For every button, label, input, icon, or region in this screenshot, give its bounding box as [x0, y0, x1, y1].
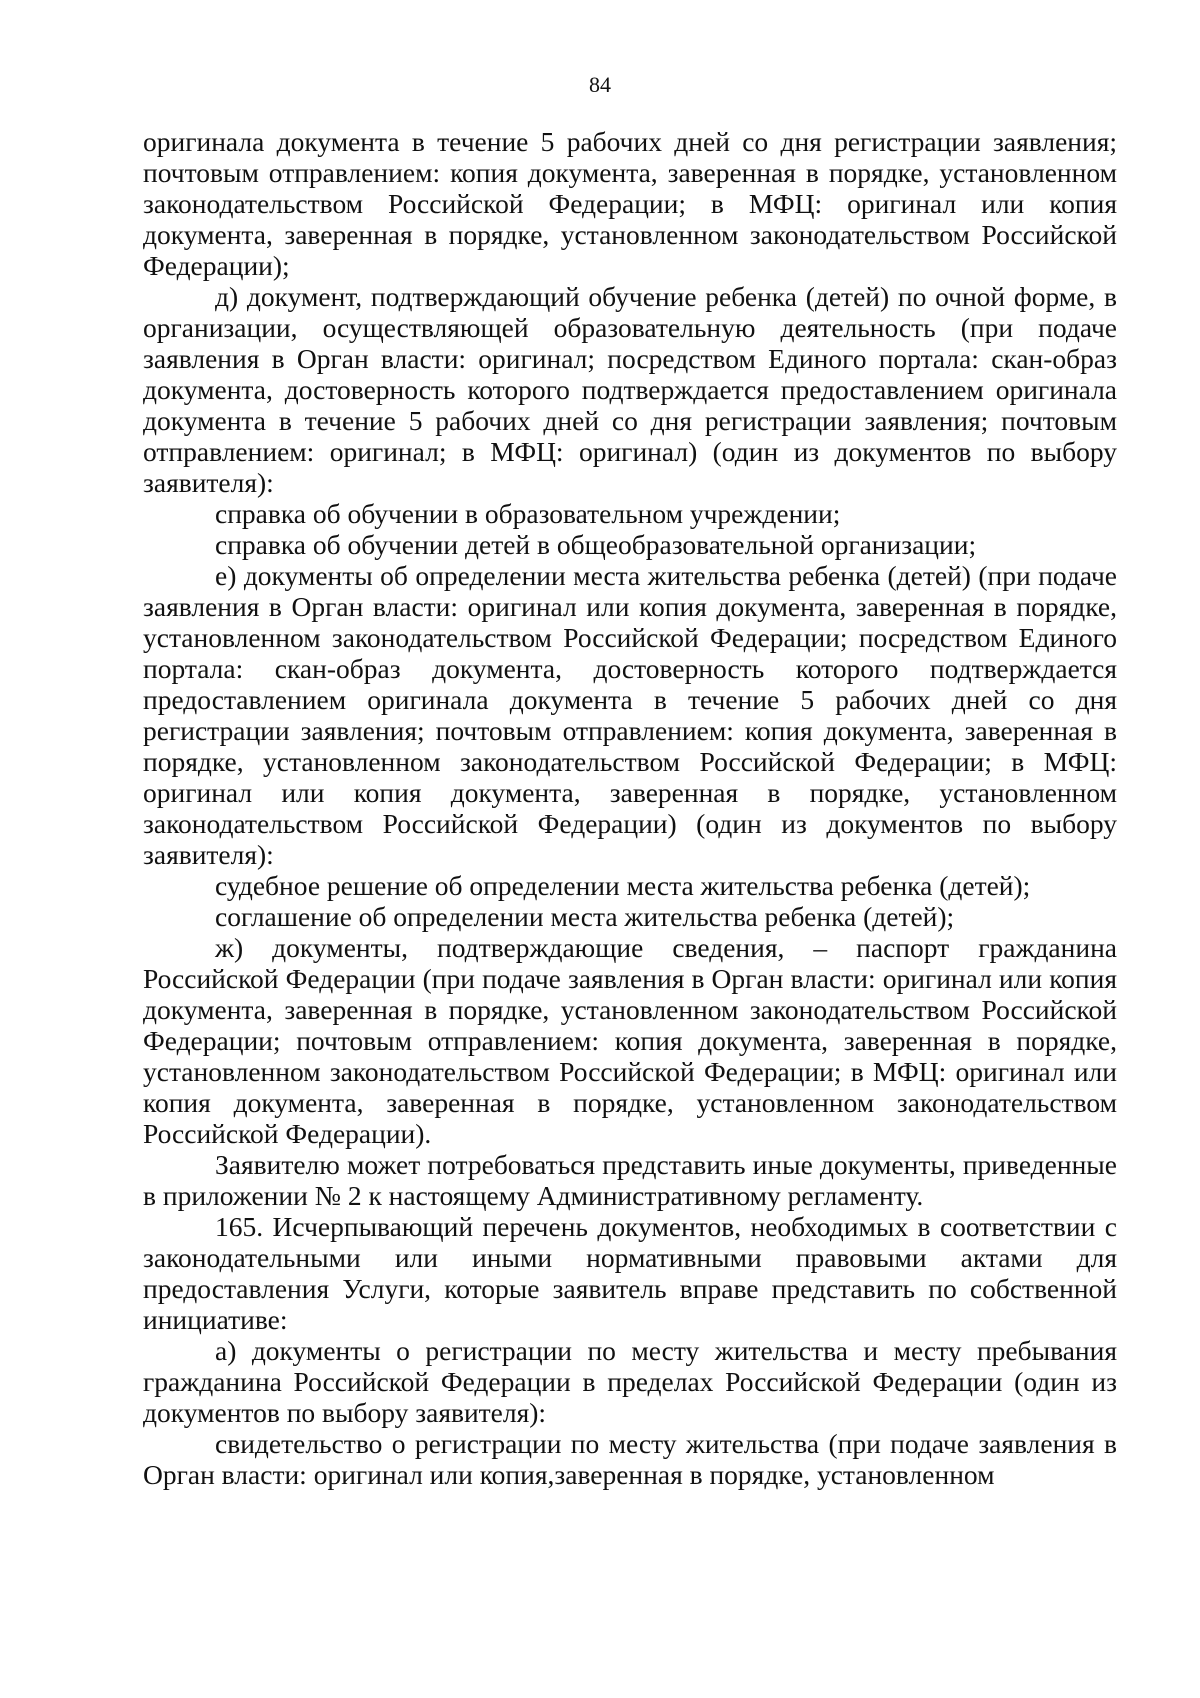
- page-number: 84: [589, 72, 611, 97]
- list-item-study-certificate: справка об обучении в образовательном учреждении;: [215, 498, 841, 529]
- paragraph-item-e: е) документы об определении места жительства ребенка (детей) (при подаче заявления в Орган власти: оригинал или копия документа, заверенная в порядке, установленном законодательством Российской Федерации; посредством Единого портала: скан-образ документа, достоверность которого подтверждается предоставлением оригинала документа в течение 5 рабочих дней со дня регистрации заявления; почтовым отправлением: копия документа, заверенная в порядке, установленном законодательством Российской Федерации; в МФЦ: оригинал или копия документа, заверенная в порядке, установленном законодательством Российской Федерации) (один из документов по выбору заявителя):: [143, 560, 1117, 870]
- paragraph-registration-certificate: свидетельство о регистрации по месту жительства (при подаче заявления в Орган власти: оригинал или копия,заверенная в порядке, установленном: [143, 1428, 1117, 1490]
- paragraph-item-a: а) документы о регистрации по месту жительства и месту пребывания гражданина Российской Федерации в пределах Российской Федерации (один из документов по выбору заявителя):: [143, 1335, 1117, 1428]
- paragraph-item-zh: ж) документы, подтверждающие сведения, – паспорт гражданина Российской Федерации (при подаче заявления в Орган власти: оригинал или копия документа, заверенная в порядке, установленном законодательством Российской Федерации; почтовым отправлением: копия документа, заверенная в порядке, установленном законодательством Российской Федерации; в МФЦ: оригинал или копия документа, заверенная в порядке, установленном законодательством Российской Федерации).: [143, 932, 1117, 1149]
- list-item-agreement: соглашение об определении места жительства ребенка (детей);: [215, 901, 955, 932]
- page-body: [143, 126, 1117, 1490]
- paragraph-continuation: оригинала документа в течение 5 рабочих дней со дня регистрации заявления; почтовым отправлением: копия документа, заверенная в порядке, установленном законодательством Российской Федерации; в МФЦ: оригинал или копия документа, заверенная в порядке, установленном законодательством Российской Федерации);: [143, 126, 1117, 281]
- list-item-school-certificate: справка об обучении детей в общеобразовательной организации;: [215, 529, 977, 560]
- list-item-court-decision: судебное решение об определении места жительства ребенка (детей);: [215, 870, 1031, 901]
- paragraph-165: 165. Исчерпывающий перечень документов, необходимых в соответствии с законодательными или иными нормативными правовыми актами для предоставления Услуги, которые заявитель вправе представить по собственной инициативе:: [143, 1211, 1117, 1335]
- paragraph-item-d: д) документ, подтверждающий обучение ребенка (детей) по очной форме, в организации, осуществляющей образовательную деятельность (при подаче заявления в Орган власти: оригинал; посредством Единого портала: скан-образ документа, достоверность которого подтверждается предоставлением оригинала документа в течение 5 рабочих дней со дня регистрации заявления; почтовым отправлением: оригинал; в МФЦ: оригинал) (один из документов по выбору заявителя):: [143, 281, 1117, 498]
- paragraph-additional-documents: Заявителю может потребоваться представить иные документы, приведенные в приложении № 2 к настоящему Административному регламенту.: [143, 1149, 1117, 1211]
